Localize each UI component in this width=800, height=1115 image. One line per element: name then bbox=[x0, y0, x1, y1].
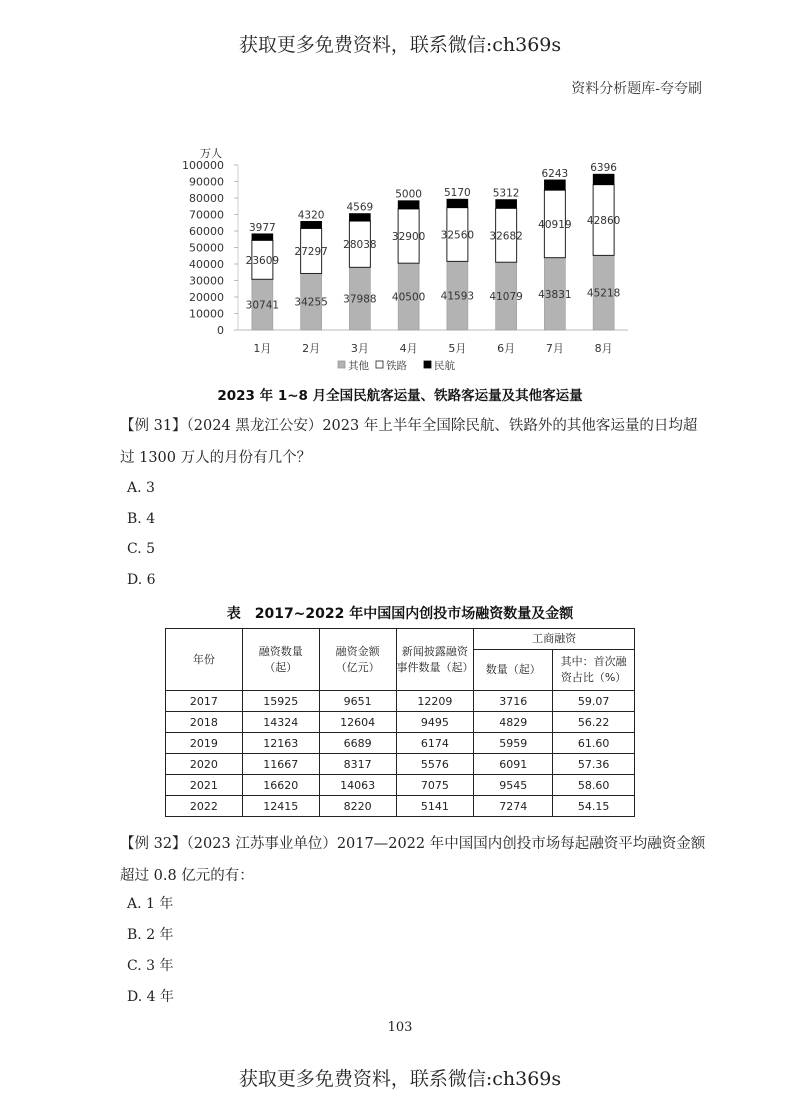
table-cell: 3716 bbox=[474, 691, 553, 712]
data-label: 41079 bbox=[489, 291, 523, 304]
y-tick-label: 30000 bbox=[189, 274, 224, 288]
header-biz-count: 数量（起） bbox=[474, 650, 553, 691]
financing-table bbox=[165, 628, 635, 817]
x-tick-label: 6月 bbox=[497, 342, 516, 355]
x-tick-label: 8月 bbox=[594, 342, 613, 355]
data-label: 43831 bbox=[538, 288, 572, 301]
y-tick-label: 50000 bbox=[189, 241, 224, 255]
question-32-line2: 超过 0.8 亿元的有： bbox=[120, 868, 254, 884]
data-label: 32560 bbox=[440, 229, 475, 242]
table-cell: 58.60 bbox=[553, 775, 635, 796]
running-header: 资料分析题库-夸夸刷 bbox=[571, 81, 702, 97]
legend-label: 民航 bbox=[434, 360, 455, 372]
table-row bbox=[166, 691, 635, 712]
table-cell: 6689 bbox=[319, 733, 396, 754]
data-label: 40919 bbox=[538, 218, 572, 231]
data-label: 5312 bbox=[492, 187, 520, 200]
table-cell: 14063 bbox=[319, 775, 396, 796]
table-row bbox=[166, 796, 635, 817]
table-cell: 12415 bbox=[242, 796, 319, 817]
data-label: 40500 bbox=[391, 291, 426, 304]
table-row bbox=[166, 775, 635, 796]
bar-air-7 bbox=[544, 180, 565, 190]
data-label: 6396 bbox=[590, 162, 617, 175]
data-label: 30741 bbox=[245, 299, 280, 312]
stacked-bar-chart bbox=[170, 140, 640, 380]
legend-swatch bbox=[424, 361, 431, 368]
data-label: 5000 bbox=[395, 188, 422, 201]
table-cell: 15925 bbox=[242, 691, 319, 712]
y-tick-label: 80000 bbox=[189, 192, 224, 205]
page-number: 103 bbox=[387, 1020, 413, 1035]
y-tick-label: 10000 bbox=[189, 307, 224, 321]
y-tick-label: 60000 bbox=[189, 225, 224, 238]
data-label: 4569 bbox=[346, 201, 374, 214]
data-label: 4320 bbox=[297, 209, 325, 222]
bar-air-2 bbox=[301, 221, 322, 228]
table-cell: 5141 bbox=[396, 796, 474, 817]
table-cell: 2022 bbox=[166, 796, 243, 817]
data-label: 37988 bbox=[343, 293, 377, 306]
table-cell: 7075 bbox=[396, 775, 474, 796]
x-tick-label: 5月 bbox=[448, 342, 467, 355]
data-label: 6243 bbox=[541, 167, 569, 180]
table-cell: 61.60 bbox=[553, 733, 635, 754]
data-label: 5170 bbox=[444, 187, 471, 200]
table-cell: 2018 bbox=[166, 712, 243, 733]
y-tick-label: 0 bbox=[217, 324, 224, 337]
data-label: 32682 bbox=[489, 230, 523, 243]
table-cell: 12163 bbox=[242, 733, 319, 754]
header-biz: 工商融资 bbox=[474, 629, 635, 650]
data-label: 45218 bbox=[586, 287, 621, 300]
table-cell: 2020 bbox=[166, 754, 243, 775]
table-row bbox=[166, 733, 635, 754]
table-cell: 2021 bbox=[166, 775, 243, 796]
x-tick-label: 1月 bbox=[253, 342, 272, 355]
data-label: 27297 bbox=[294, 245, 328, 258]
top-banner: 获取更多免费资料，联系微信:ch369s bbox=[238, 34, 562, 56]
data-label: 41593 bbox=[440, 290, 475, 303]
header-news: 新闻披露融资 事件数量（起） bbox=[396, 629, 474, 691]
chart-title: 2023 年 1~8 月全国民航客运量、铁路客运量及其他客运量 bbox=[217, 388, 583, 404]
table-cell: 9545 bbox=[474, 775, 553, 796]
table-cell: 14324 bbox=[242, 712, 319, 733]
question-31-line1: 【例 31】（2024 黑龙江公安）2023 年上半年全国除民航、铁路外的其他客运量的日均超 bbox=[120, 418, 698, 434]
table-title: 表 2017~2022 年中国国内创投市场融资数量及金额 bbox=[226, 606, 574, 622]
q31-option-b: B. 4 bbox=[127, 511, 156, 527]
data-label: 3977 bbox=[249, 221, 276, 234]
x-tick-label: 2月 bbox=[302, 342, 321, 355]
table-cell: 11667 bbox=[242, 754, 319, 775]
bar-air-6 bbox=[496, 200, 517, 209]
y-tick-label: 40000 bbox=[189, 258, 224, 271]
table-cell: 9495 bbox=[396, 712, 474, 733]
legend-label: 其他 bbox=[348, 360, 369, 372]
table-cell: 2017 bbox=[166, 691, 243, 712]
data-label: 42860 bbox=[586, 215, 621, 228]
table-cell: 56.22 bbox=[553, 712, 635, 733]
bar-air-4 bbox=[398, 201, 419, 209]
table-cell: 2019 bbox=[166, 733, 243, 754]
question-31-line2: 过 1300 万人的月份有几个？ bbox=[120, 450, 312, 466]
table-cell: 7274 bbox=[474, 796, 553, 817]
y-tick-label: 90000 bbox=[189, 175, 224, 189]
q31-option-c: C. 5 bbox=[127, 541, 156, 557]
header-amount: 融资金额 （亿元） bbox=[319, 629, 396, 691]
header-year: 年份 bbox=[166, 629, 243, 691]
q32-option-c: C. 3 年 bbox=[127, 958, 174, 974]
header-biz-ratio: 其中：首次融 资占比（%） bbox=[553, 650, 635, 691]
y-tick-label: 70000 bbox=[189, 208, 224, 222]
table-cell: 12209 bbox=[396, 691, 474, 712]
bottom-banner: 获取更多免费资料，联系微信:ch369s bbox=[238, 1068, 562, 1090]
data-label: 28038 bbox=[343, 239, 377, 252]
header-count: 融资数量 （起） bbox=[242, 629, 319, 691]
x-tick-label: 7月 bbox=[545, 342, 564, 355]
legend-swatch bbox=[338, 361, 345, 368]
bar-air-1 bbox=[252, 234, 273, 241]
table-cell: 16620 bbox=[242, 775, 319, 796]
q31-option-d: D. 6 bbox=[127, 572, 156, 588]
q32-option-a: A. 1 年 bbox=[127, 896, 174, 912]
data-label: 32900 bbox=[391, 231, 426, 244]
table-cell: 6091 bbox=[474, 754, 553, 775]
data-label: 23609 bbox=[245, 254, 280, 267]
bar-air-8 bbox=[593, 174, 614, 185]
bar-air-5 bbox=[447, 199, 468, 208]
table-cell: 8220 bbox=[319, 796, 396, 817]
table-cell: 54.15 bbox=[553, 796, 635, 817]
table-cell: 6174 bbox=[396, 733, 474, 754]
table-cell: 12604 bbox=[319, 712, 396, 733]
table-cell: 8317 bbox=[319, 754, 396, 775]
x-tick-label: 4月 bbox=[399, 342, 418, 355]
y-tick-label: 20000 bbox=[189, 291, 224, 304]
table-cell: 57.36 bbox=[553, 754, 635, 775]
y-axis-unit: 万人 bbox=[200, 147, 222, 160]
table-row bbox=[166, 712, 635, 733]
table-cell: 5959 bbox=[474, 733, 553, 754]
bar-air-3 bbox=[349, 214, 370, 222]
q32-option-d: D. 4 年 bbox=[127, 989, 174, 1005]
q31-option-a: A. 3 bbox=[127, 480, 155, 496]
legend-label: 铁路 bbox=[386, 360, 407, 372]
data-label: 34255 bbox=[294, 296, 328, 309]
table-cell: 59.07 bbox=[553, 691, 635, 712]
y-tick-label: 100000 bbox=[182, 159, 224, 172]
legend-swatch bbox=[376, 361, 383, 368]
question-32-line1: 【例 32】（2023 江苏事业单位）2017—2022 年中国国内创投市场每起融资平均融资金额 bbox=[120, 836, 706, 852]
q32-option-b: B. 2 年 bbox=[127, 927, 174, 943]
table-cell: 9651 bbox=[319, 691, 396, 712]
x-tick-label: 3月 bbox=[350, 342, 369, 355]
table-row bbox=[166, 754, 635, 775]
table-cell: 5576 bbox=[396, 754, 474, 775]
table-cell: 4829 bbox=[474, 712, 553, 733]
